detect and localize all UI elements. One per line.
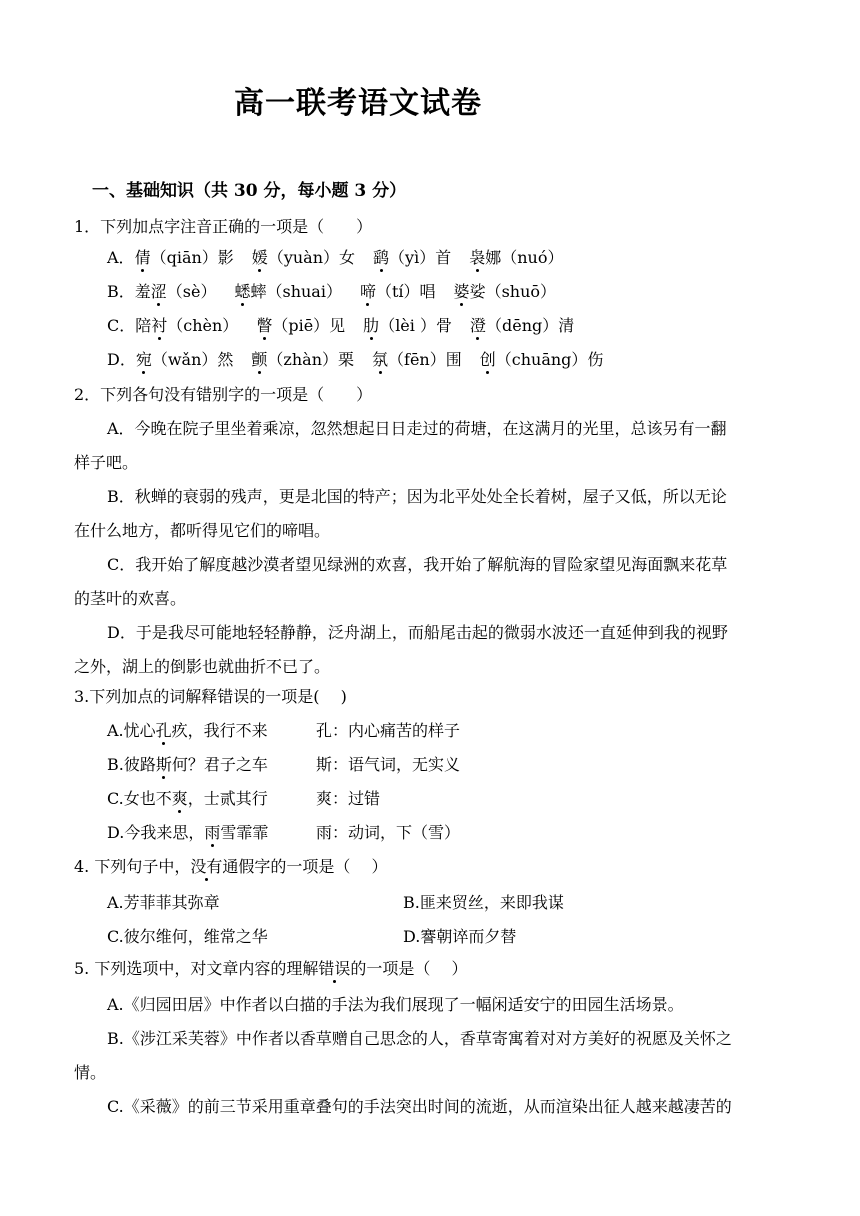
- dotted-char: 斯: [155, 755, 172, 774]
- question-2-option-c-line2: 的茎叶的欢喜。: [74, 589, 187, 608]
- question-4-stem: 4. 下列句子中，没有通假字的一项是（ ）: [74, 857, 388, 876]
- question-3-option-a: A.忧心孔疚，我行不来: [107, 721, 268, 740]
- dotted-char: 袅: [469, 248, 486, 267]
- dotted-char: 婆: [453, 282, 470, 301]
- question-3-option-a-explanation: 孔：内心痛苦的样子: [316, 721, 461, 740]
- question-3-option-d-explanation: 雨：动词，下（雪）: [316, 823, 461, 842]
- question-2-option-b-line1: B．秋蝉的衰弱的残声，更是北国的特产；因为北平处处全长着树，屋子又低，所以无论: [107, 487, 727, 506]
- question-5-stem: 5. 下列选项中，对文章内容的理解错误的一项是（ ）: [74, 959, 468, 978]
- question-3-option-c-explanation: 爽：过错: [316, 789, 381, 808]
- question-2-option-b-line2: 在什么地方，都听得见它们的啼唱。: [74, 521, 331, 540]
- question-3-option-d: D.今我来思，雨雪霏霏: [107, 823, 269, 842]
- dotted-char: 鹞: [373, 248, 390, 267]
- question-5-option-b-line1: B.《涉江采芙蓉》中作者以香草赠自己思念的人，香草寄寓着对对方美好的祝愿及关怀之: [107, 1029, 732, 1048]
- question-4-option-b: B.匪来贸丝，来即我谋: [403, 893, 564, 912]
- dotted-char: 瞥: [256, 316, 273, 335]
- section-heading: 一、基础知识（共 30 分，每小题 3 分）: [92, 181, 407, 201]
- dotted-char: 爽: [171, 789, 188, 808]
- page-title: 高一联考语文试卷: [234, 86, 482, 121]
- question-1-option-b: B．羞涩（sè） 蟋蟀（shuai） 啼（tí）唱 婆娑（shuō）: [107, 282, 557, 301]
- question-2-option-c-line1: C．我开始了解度越沙漠者望见绿洲的欢喜，我开始了解航海的冒险家望见海面飘来花草: [107, 555, 728, 574]
- question-3-option-b-explanation: 斯：语气词，无实义: [316, 755, 461, 774]
- question-2-option-a-line1: A．今晚在院子里坐着乘凉，忽然想起日日走过的荷塘，在这满月的光里，总该另有一翻: [107, 419, 727, 438]
- dotted-word: 错误: [318, 959, 351, 978]
- question-1-option-a: A．倩（qiān）影 媛（yuàn）女 鹞（yì）首 袅娜（nuó）: [107, 248, 564, 267]
- question-2-option-d-line1: D．于是我尽可能地轻轻静静，泛舟湖上，而船尾击起的微弱水波还一直延伸到我的视野: [107, 623, 728, 642]
- dotted-char: 涩: [150, 282, 167, 301]
- question-5-option-a: A.《归园田居》中作者以白描的手法为我们展现了一幅闲适安宁的田园生活场景。: [107, 995, 684, 1014]
- question-1-stem: 1．下列加点字注音正确的一项是（ ）: [74, 217, 373, 236]
- dotted-char: 孔: [155, 721, 172, 740]
- dotted-char: 蟋: [234, 282, 251, 301]
- dotted-char: 澄: [469, 316, 486, 335]
- question-3-option-b: B.彼路斯何？君子之车: [107, 755, 268, 774]
- dotted-char: 媛: [251, 248, 268, 267]
- question-3-stem: 3.下列加点的词解释错误的一项是( ): [74, 687, 347, 706]
- question-2-option-d-line2: 之外，湖上的倒影也就曲折不已了。: [74, 657, 331, 676]
- question-3-option-c: C.女也不爽，士贰其行: [107, 789, 268, 808]
- dotted-char: 啼: [359, 282, 376, 301]
- question-1-option-c: C．陪衬（chèn） 瞥（piē）见 肋（lèi ）骨 澄（dēng）清: [107, 316, 575, 335]
- dotted-char: 肋: [363, 316, 380, 335]
- question-1-option-d: D．宛（wǎn）然 颤（zhàn）栗 氛（fēn）围 创（chuāng）伤: [107, 350, 604, 369]
- dotted-char: 氛: [372, 350, 389, 369]
- question-5-option-c-line1: C.《采薇》的前三节采用重章叠句的手法突出时间的流逝，从而渲染出征人越来越凄苦的: [107, 1097, 732, 1116]
- dotted-char: 颤: [251, 350, 268, 369]
- question-5-option-b-line2: 情。: [74, 1063, 107, 1082]
- dotted-char: 创: [479, 350, 496, 369]
- question-4-option-c: C.彼尔维何，维常之华: [107, 927, 268, 946]
- dotted-char: 宛: [135, 350, 152, 369]
- dotted-char: 倩: [134, 248, 151, 267]
- question-2-stem: 2．下列各句没有错别字的一项是（ ）: [74, 385, 373, 404]
- question-2-option-a-line2: 样子吧。: [74, 453, 139, 472]
- dotted-char: 衬: [151, 316, 168, 335]
- dotted-word: 没有: [190, 857, 223, 876]
- question-4-option-a: A.芳菲菲其弥章: [107, 893, 220, 912]
- dotted-char: 雨: [204, 823, 221, 842]
- question-4-option-d: D.謇朝谇而夕替: [403, 927, 517, 946]
